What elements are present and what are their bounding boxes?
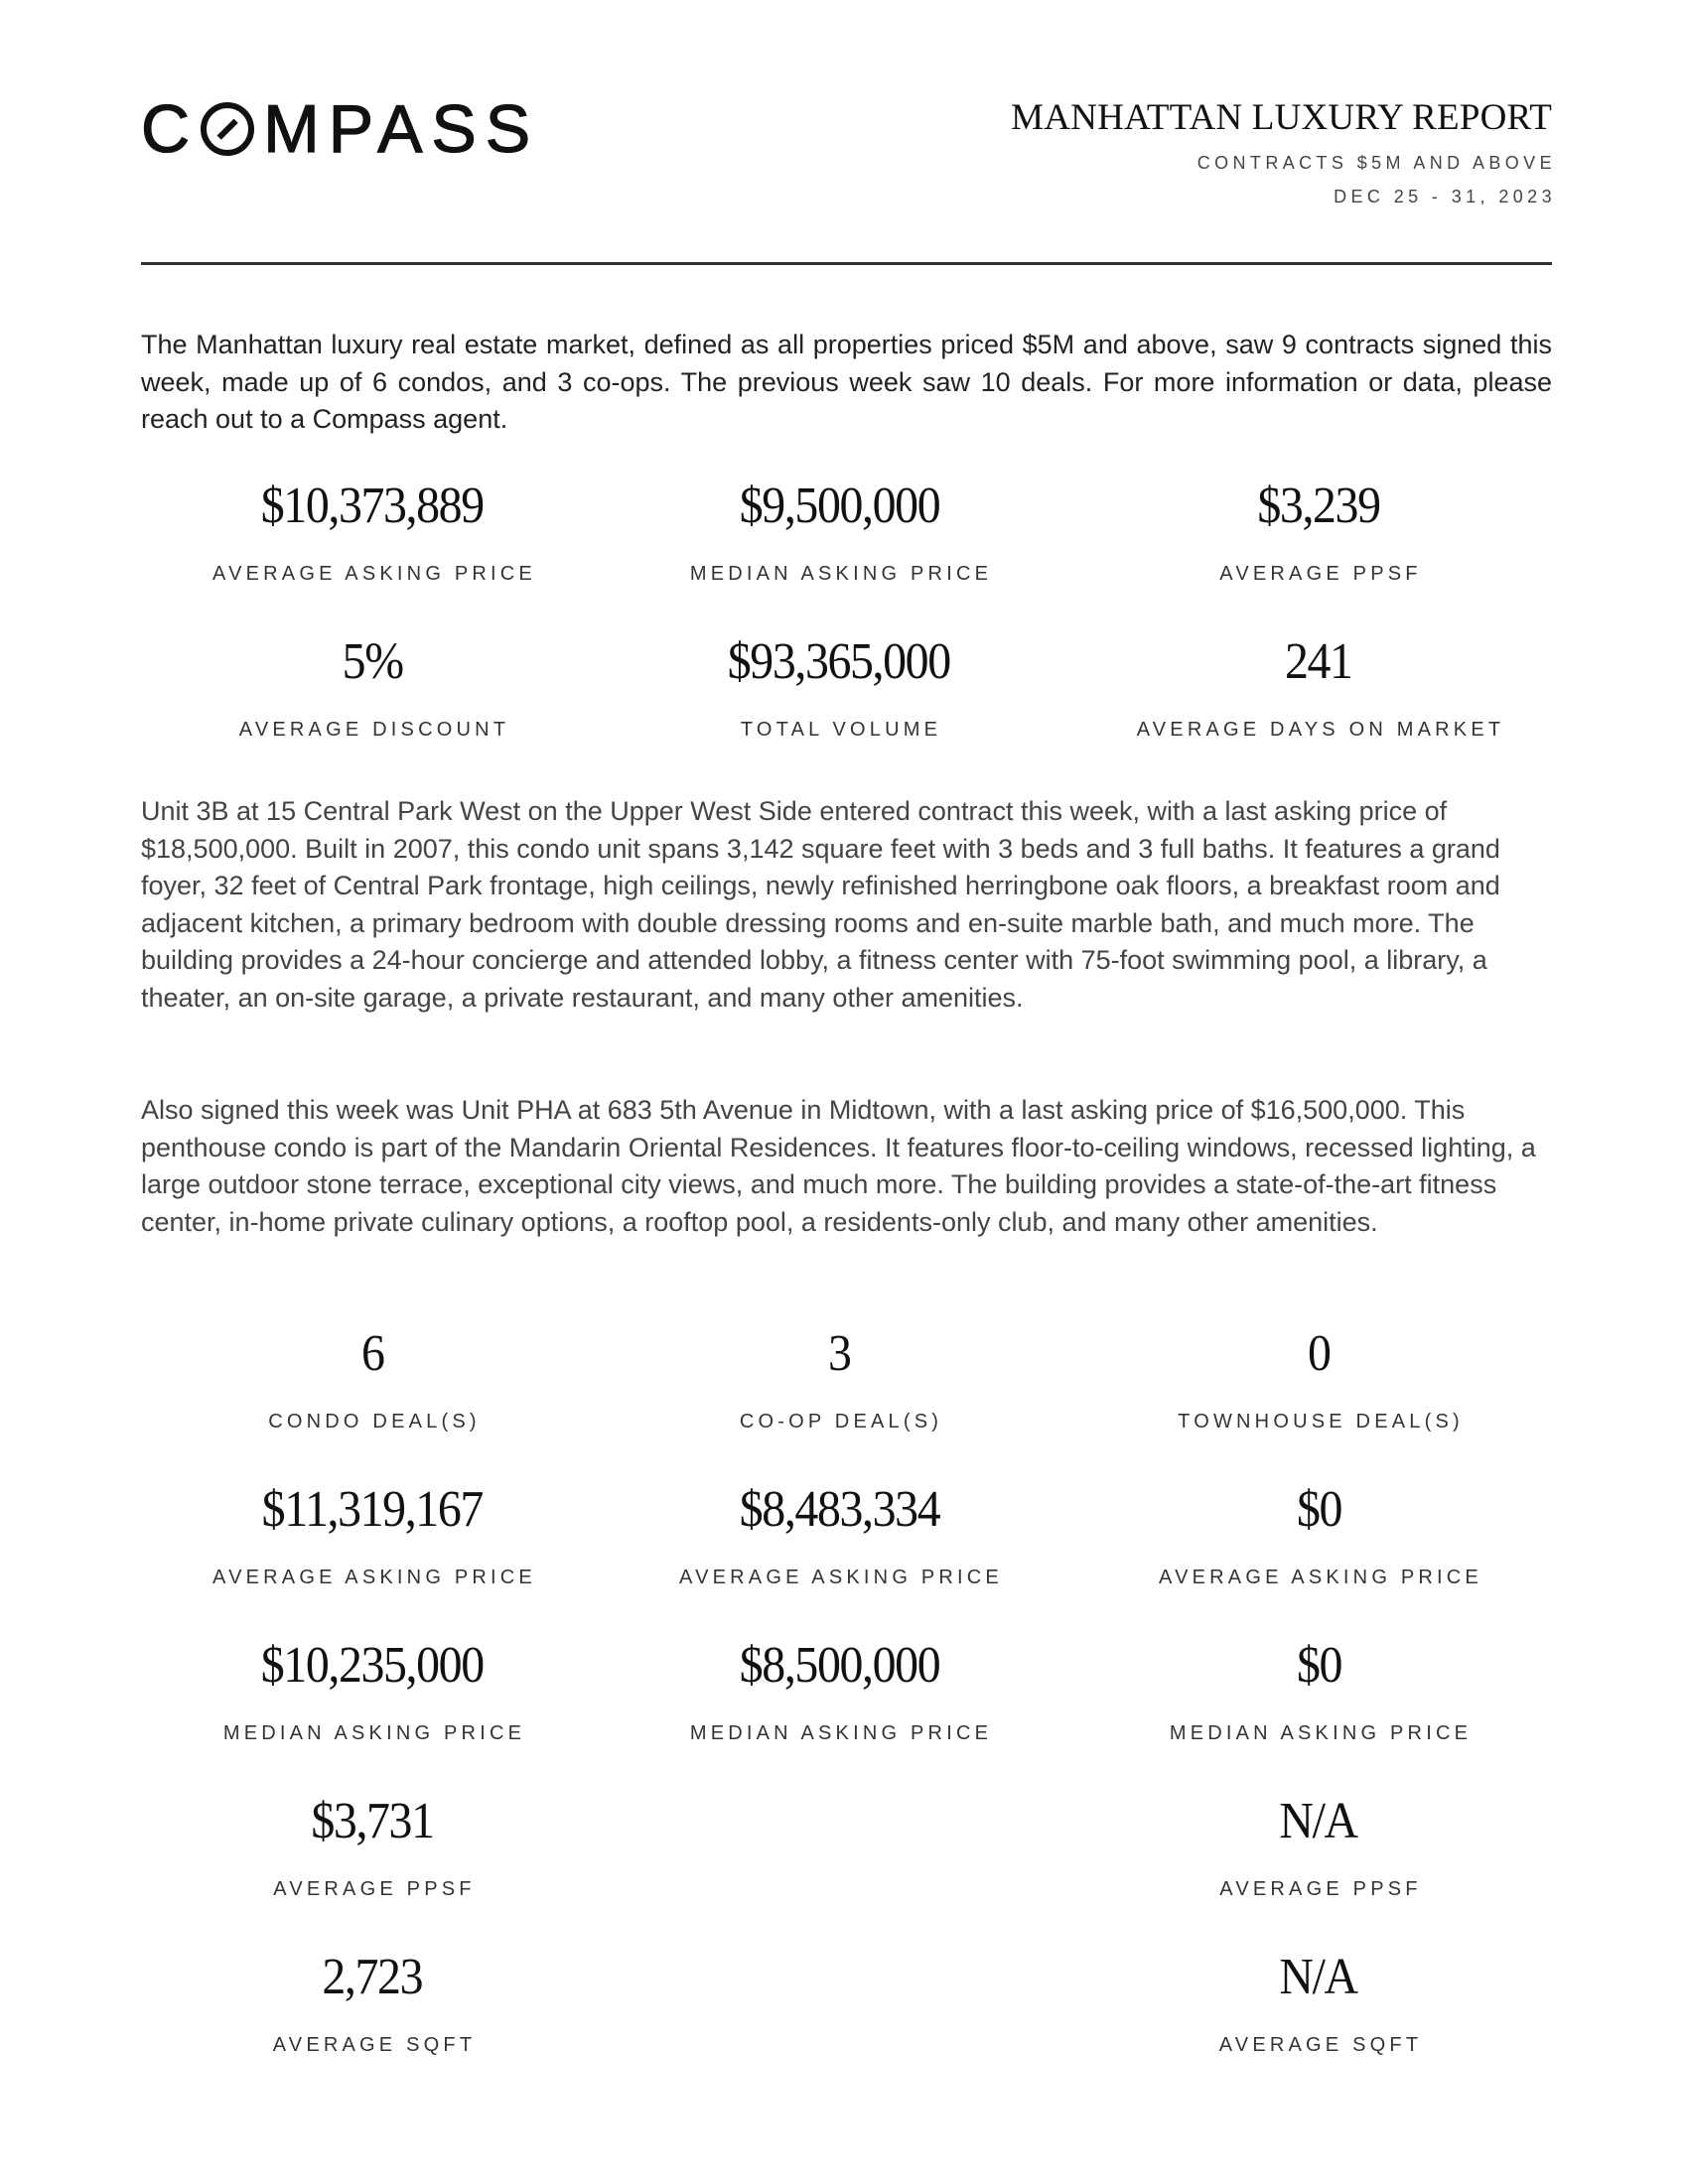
stat-label: AVERAGE DAYS ON MARKET [1136, 719, 1505, 741]
stat-value: 6 [360, 1325, 384, 1382]
highlight-paragraph: Also signed this week was Unit PHA at 683 5th Avenue in Midtown, with a last asking price of $16,500,000. This penthouse condo is part of the Mandarin Oriental Residences. It features floor-to-ceiling windows, recessed lighting, a large outdoor stone terrace, exceptional city views, and much more. The building provides a state-of-the-art fitness center, in-home private culinary options, a rooftop pool, a residents-only club, and many other amenities. [141, 1095, 1536, 1237]
stat-value: N/A [1279, 1793, 1358, 1849]
stat-label: TOWNHOUSE DEAL(S) [1178, 1411, 1464, 1433]
stat-value: N/A [1279, 1949, 1358, 2005]
condo-deals [134, 1325, 611, 1433]
townhouse-average-ppsf [1080, 1793, 1557, 1900]
stat-average-ppsf [1080, 480, 1557, 584]
intro-paragraph: The Manhattan luxury real estate market, defined as all properties priced $5M and above, saw 9 contracts signed this week, made up of 6 condos, and 3 co-ops. The previous week saw 10 deals. For more information or data, please reach out to a Compass agent. [141, 330, 1552, 434]
stat-label: MEDIAN ASKING PRICE [689, 563, 993, 585]
logo-letter-c: C [141, 91, 200, 167]
stat-value: $3,731 [311, 1793, 434, 1849]
stat-value: $11,319,167 [261, 1481, 484, 1538]
stat-total-volume [601, 633, 1077, 741]
stat-value: 0 [1307, 1325, 1331, 1382]
stat-label: AVERAGE ASKING PRICE [212, 1567, 536, 1588]
stat-label: AVERAGE ASKING PRICE [679, 1567, 1003, 1588]
stat-value: 241 [1285, 633, 1352, 690]
header-divider [141, 262, 1552, 265]
stat-value: $93,365,000 [727, 633, 951, 690]
coop-average-asking-price [601, 1481, 1077, 1588]
stat-value: $8,500,000 [739, 1637, 939, 1694]
stat-label: AVERAGE SQFT [272, 2034, 477, 2056]
report-header [1011, 97, 1556, 206]
stat-average-days-on-market [1080, 633, 1557, 741]
stat-value: $3,239 [1257, 478, 1380, 534]
townhouse-median-asking-price [1080, 1637, 1557, 1744]
townhouse-average-sqft [1080, 1949, 1557, 2056]
stat-value: $0 [1296, 1481, 1341, 1538]
highlight-paragraph: Unit 3B at 15 Central Park West on the Upper West Side entered contract this week, with a last asking price of $18,500,000. Built in 2007, this condo unit spans 3,142 square feet with 3 beds and 3 full baths. It features a grand foyer, 32 feet of Central Park frontage, high ceilings, newly refinished herringbone oak floors, a breakfast room and adjacent kitchen, a primary bedroom with double dressing rooms and en-suite marble bath, and much more. The building provides a 24-hour concierge and attended lobby, a fitness center with 75-foot swimming pool, a library, a theater, an on-site garage, a private restaurant, and many other amenities. [141, 796, 1500, 1013]
stat-average-asking-price [134, 480, 611, 584]
stat-label: CO-OP DEAL(S) [739, 1411, 943, 1433]
stat-value: $10,235,000 [260, 1637, 485, 1694]
stat-label: AVERAGE SQFT [1218, 2034, 1423, 2056]
logo-letters: MPASS [263, 91, 540, 167]
stat-label: AVERAGE PPSF [1219, 563, 1422, 585]
report-subtitle: CONTRACTS $5M AND ABOVE [1196, 153, 1556, 173]
stat-average-discount [134, 633, 611, 741]
report-date-range: DEC 25 - 31, 2023 [1334, 187, 1556, 206]
condo-average-ppsf [134, 1793, 611, 1900]
stat-value: 3 [827, 1325, 851, 1382]
stat-label: AVERAGE PPSF [273, 1878, 476, 1900]
stat-label: AVERAGE PPSF [1219, 1878, 1422, 1900]
stat-value: $0 [1296, 1637, 1341, 1694]
stat-value: 5% [342, 633, 403, 690]
stat-label: MEDIAN ASKING PRICE [1169, 1722, 1473, 1744]
coop-deals [601, 1325, 1077, 1433]
stat-label: AVERAGE DISCOUNT [238, 719, 510, 741]
stat-label: CONDO DEAL(S) [268, 1411, 481, 1433]
townhouse-average-asking-price [1080, 1481, 1557, 1588]
stat-label: TOTAL VOLUME [740, 719, 942, 741]
stat-label: MEDIAN ASKING PRICE [222, 1722, 526, 1744]
compass-o-icon [201, 102, 254, 156]
condo-average-sqft [134, 1949, 611, 2056]
stat-value: 2,723 [322, 1949, 423, 2005]
townhouse-deals [1080, 1325, 1557, 1433]
stat-label: AVERAGE ASKING PRICE [1159, 1567, 1482, 1588]
coop-median-asking-price [601, 1637, 1077, 1744]
stat-median-asking-price [601, 480, 1077, 584]
condo-median-asking-price [134, 1637, 611, 1744]
stat-value: $8,483,334 [739, 1481, 939, 1538]
report-title: MANHATTAN LUXURY REPORT [1011, 97, 1552, 138]
compass-logo [141, 91, 540, 167]
condo-average-asking-price [134, 1481, 611, 1588]
stat-value: $9,500,000 [739, 478, 939, 534]
stat-label: MEDIAN ASKING PRICE [689, 1722, 993, 1744]
stat-value: $10,373,889 [260, 478, 485, 534]
stat-label: AVERAGE ASKING PRICE [212, 563, 536, 585]
